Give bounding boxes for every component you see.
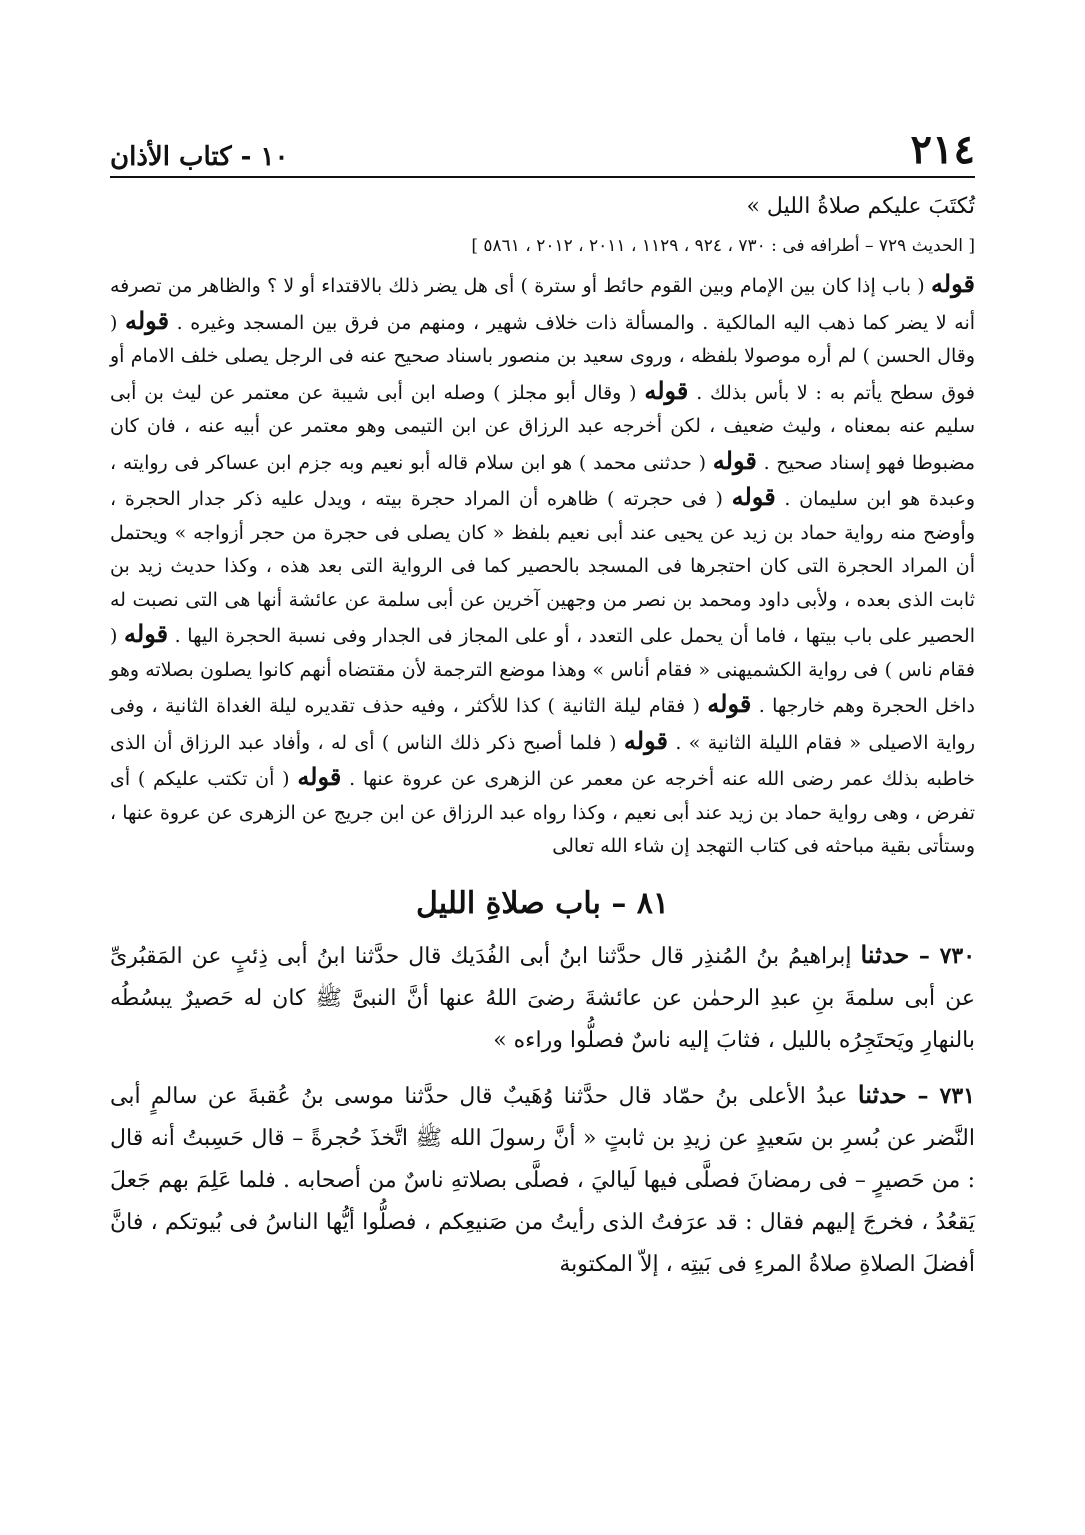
commentary-text: ( باب إذا كان بين الإمام وبين القوم حائط أو سترة ) أى هل يضر ذلك بالاقتداء أو لا ؟ والظاهر من تصرفه أنه لا يضر كما ذهب اليه المالكية . والمسألة ذات خلاف شهير ، ومنهم من فرق بين المسجد وغيره . [110, 275, 976, 334]
header-rule [110, 176, 975, 178]
page-number: ٢١٤ [910, 126, 975, 173]
hadith-number: ٧٣١ – [906, 1082, 975, 1109]
chapter-title: ١٠ - كتاب الأذان [110, 142, 289, 172]
commentary-text: ( فقام ليلة الثانية ) كذا للأكثر ، وفيه حذف تقديره ليلة الغداة الثانية ، وفى رواية الاصيلى « فقام الليلة الثانية » . [110, 695, 975, 754]
commentary-keyword: قوله [930, 269, 975, 298]
spacer [110, 1062, 975, 1074]
commentary-keyword: قوله [731, 482, 776, 511]
commentary-text: ( أن تكتب عليكم ) أى تفرض ، وهى رواية حماد بن زيد عند أبى نعيم ، وكذا رواه عبد الرزاق عن ابن جريج عن الزهرى عن عروة عنها ، وستأتى بقية مباحثه فى كتاب التهجد إن شاء الله تعالى [110, 768, 975, 857]
commentary-keyword: قوله [707, 689, 752, 718]
hadith-text: عبدُ الأعلى بنُ حمّاد قال حدَّثنا وُهَيبٌ قال حدَّثنا موسى بنُ عُقبةَ عن سالمٍ أبى النَّضر عن بُسرِ بن سَعيدٍ عن زيدِ بن ثابتٍ « أنَّ رسولَ الله ﷺ اتَّخذَ حُجرةً – قال حَسِبتُ أنه قال : من حَصيرٍ – فى رمضانَ فصلَّى فيها لَياليَ ، فصلَّى بصلاتهِ ناسٌ من أصحابه . فلما عَلِمَ بهم جَعلَ يَقعُدُ ، فخرجَ إليهم فقال : قد عرَفتُ الذى رأيتُ من صَنيعِكم ، فصلُّوا أيُّها الناسُ فى بُيوتكم ، فانَّ أفضلَ الصلاةِ صلاةُ المرءِ فى بَيتِه ، إلاّ المكتوبة [110, 1083, 975, 1277]
commentary-text: ( وقال الحسن ) لم أره موصولا بلفظه ، وروى سعيد بن منصور باسناد صحيح عنه فى الرجل يصلى خلف الامام أو فوق سطح يأتم به : لا بأس بذلك . [110, 311, 975, 404]
hadith-number: ٧٣٠ – [909, 942, 976, 969]
commentary-text: ( فلما أصبح ذكر ذلك الناس ) أى له ، وأفاد عبد الرزاق أن الذى خاطبه بذلك عمر رضى الله عنه أخرجه عن معمر عن الزهرى عن عروة عنها . [110, 731, 975, 790]
hadith-731 [110, 1074, 975, 1286]
commentary-text: ( حدثنى محمد ) هو ابن سلام قاله أبو نعيم وبه جزم ابن عساكر فى روايته ، وعبدة هو ابن سليمان . [110, 451, 975, 510]
hadith-references: [ الحديث ٧٢٩ – أطرافه فى : ٧٣٠ ، ٩٢٤ ، ١١٢٩ ، ٢٠١١ ، ٢٠١٢ ، ٥٨٦١ ] [471, 235, 975, 256]
haddathana-keyword: حدثنا [857, 1079, 907, 1109]
commentary-keyword: قوله [623, 725, 668, 755]
commentary-text: ( فقام ناس ) فى رواية الكشميهنى « فقام أناس » وهذا موضع الترجمة لأن مقتضاه أنهم كانوا يصلون بصلاته وهو داخل الحجرة وهم خارجها . [110, 625, 975, 717]
commentary-text: ( فى حجرته ) ظاهره أن المراد حجرة بيته ، ويدل عليه ذكر جدار الحجرة ، وأوضح منه رواية حماد بن زيد عن يحيى عند أبى نعيم بلفظ « كان يصلى فى حجرة من حجر أزواجه » ويحتمل أن المراد الحجرة التى كان احتجرها فى المسجد بالحصير كما فى الرواية التى بعد هذه ، وكذا حديث زيد بن ثابت الذى بعده ، ولأبى داود ومحمد بن نصر من وجهين آخرين عن أبى سلمة عن عائشة أنها هى التى نصبت له الحصير على باب بيتها ، فاما أن يحمل على التعدد ، أو على المجاز فى الجدار وفى نسبة الحجرة اليها . [110, 488, 976, 647]
commentary-keyword: قوله [297, 762, 342, 791]
hadith-text: إبراهيمُ بنُ المُنذِر قال حدَّثنا ابنُ أبى الفُدَيك قال حدَّثنا ابنُ أبى ذِئبٍ عن المَقبُرىِّ عن أبى سلمةَ بنِ عبدِ الرحمٰن عن عائشةَ رضىَ اللهُ عنها أنَّ النبىَّ ﷺ كان له حَصيرٌ يبسُطُه بالنهارِ ويَحتَجِرُه بالليل ، فثابَ إليه ناسٌ فصلُّوا وراءه » [110, 943, 975, 1053]
hadith-730 [110, 934, 975, 1062]
commentary-keyword: قوله [124, 619, 169, 648]
page-body [110, 190, 975, 1286]
haddathana-keyword: حدثنا [860, 939, 910, 969]
hadith-tail: تُكتَبَ عليكم صلاةُ الليل » [746, 194, 975, 219]
commentary-keyword: قوله [712, 445, 757, 475]
commentary-text: ( وقال أبو مجلز ) وصله ابن أبى شيبة عن معتمر عن ليث بن أبى سليم عنه بمعناه ، وليث ضعيف ، لكن أخرجه عبد الرزاق عن ابن التيمى وهو معتمر عن أبيه عنه ، فان كان مضبوطا فهو إسناد صحيح . [110, 381, 975, 474]
commentary-keyword: قوله [644, 375, 689, 405]
bab-heading: ٨١ – باب صلاةِ الليل [415, 885, 669, 921]
page-header [110, 120, 975, 173]
commentary [110, 267, 975, 864]
commentary-keyword: قوله [124, 305, 170, 335]
